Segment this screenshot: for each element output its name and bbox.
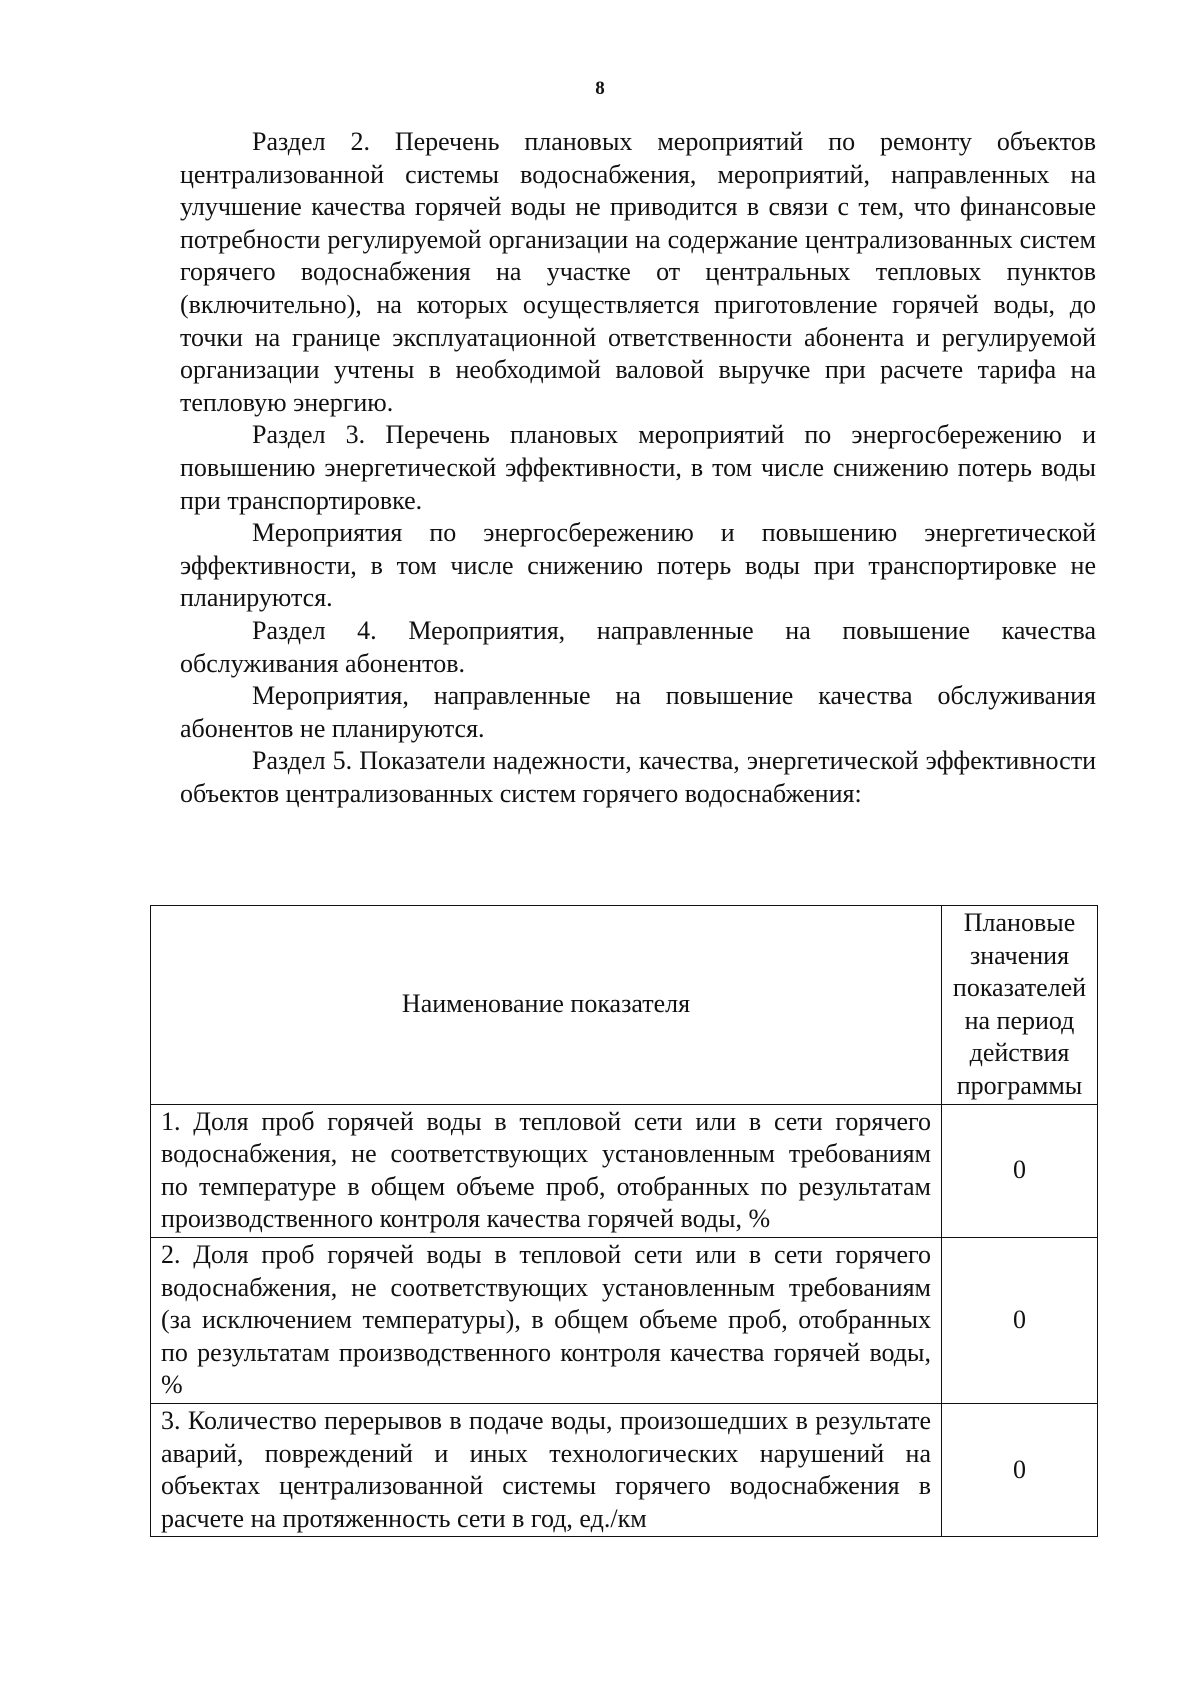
indicator-name-cell: 2. Доля проб горячей воды в тепловой сети или в сети горячего водоснабжения, не соответствующих установленным требованиям (за исключением температуры), в общем объеме проб, отобранных по результатам производственного контроля качества горячей воды, % [151, 1237, 942, 1403]
header-planned-values: Плановые значения показателей на период действия программы [942, 906, 1098, 1105]
indicator-name-cell: 1. Доля проб горячей воды в тепловой сети или в сети горячего водоснабжения, не соответствующих установленным требованиям по температуре в общем объеме проб, отобранных по результатам производственного контроля качества горячей воды, % [151, 1104, 942, 1237]
paragraph-section-3: Раздел 3. Перечень плановых мероприятий по энергосбережению и повышению энергетической эффективности, в том числе снижению потерь воды при транспортировке. [180, 420, 1096, 515]
header-indicator-name: Наименование показателя [151, 906, 942, 1105]
indicator-name-cell: 3. Количество перерывов в подаче воды, произошедших в результате аварий, повреждений и иных технологических нарушений на объектах централизованной системы горячего водоснабжения в расчете на протяженность сети в год, ед./км [151, 1403, 942, 1536]
indicator-value-cell: 0 [942, 1104, 1098, 1237]
paragraph-section-2: Раздел 2. Перечень плановых мероприятий по ремонту объектов централизованной системы водоснабжения, мероприятий, направленных на улучшение качества горячей воды не приводится в связи с тем, что финансовые потребности регулируемой организации на содержание централизованных систем горячего водоснабжения на участке от центральных тепловых пунктов (включительно), на которых осуществляется приготовление горячей воды, до точки на границе эксплуатационной ответственности абонента и регулируемой организации учтены в необходимой валовой выручке при расчете тарифа на тепловую энергию. [180, 127, 1096, 417]
table-header-row [151, 906, 1098, 1105]
indicator-value-cell: 0 [942, 1237, 1098, 1403]
paragraph-section-5: Раздел 5. Показатели надежности, качества, энергетической эффективности объектов централизованных систем горячего водоснабжения: [180, 746, 1096, 808]
page-number: 8 [595, 78, 605, 99]
indicator-value-cell: 0 [942, 1403, 1098, 1536]
table-row [151, 1237, 1098, 1403]
paragraph-section-4: Раздел 4. Мероприятия, направленные на повышение качества обслуживания абонентов. [180, 615, 1096, 678]
paragraph-section-3-note: Мероприятия по энергосбережению и повышению энергетической эффективности, в том числе снижению потерь воды при транспортировке не планируются. [180, 518, 1096, 613]
table-row [151, 1403, 1098, 1536]
indicators-table [150, 905, 1098, 1537]
paragraph-section-4-note: Мероприятия, направленные на повышение качества обслуживания абонентов не планируются. [180, 681, 1096, 743]
document-body [180, 126, 1096, 810]
table-row [151, 1104, 1098, 1237]
